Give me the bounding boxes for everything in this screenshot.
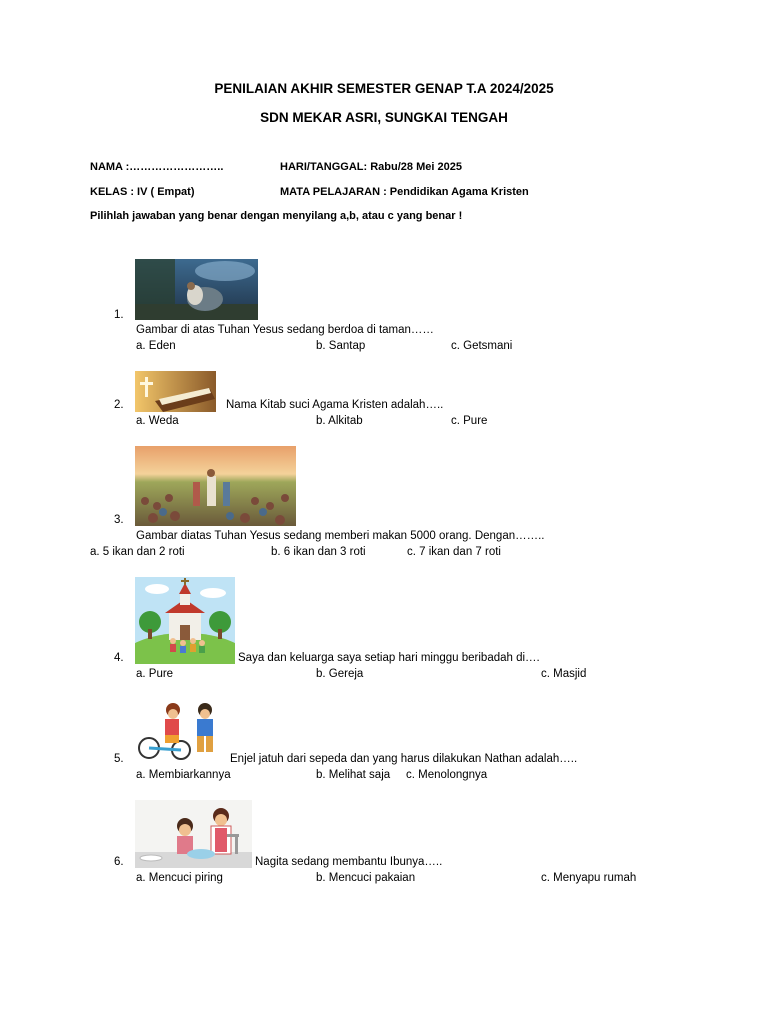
option-c[interactable]: c. Pure <box>451 415 488 427</box>
family-church-image <box>135 577 235 664</box>
question-text: Gambar diatas Tuhan Yesus sedang memberi makan 5000 orang. Dengan…….. <box>136 530 545 542</box>
jesus-praying-garden-image <box>135 259 258 320</box>
option-b[interactable]: b. Gereja <box>316 668 364 680</box>
question-text: Gambar di atas Tuhan Yesus sedang berdoa di taman…… <box>136 324 434 336</box>
school-name: SDN MEKAR ASRI, SUNGKAI TENGAH <box>260 110 508 125</box>
option-a[interactable]: a. Eden <box>136 340 176 352</box>
option-a[interactable]: a. Weda <box>136 415 179 427</box>
option-b[interactable]: b. Alkitab <box>316 415 363 427</box>
option-b[interactable]: b. Melihat saja <box>316 769 391 781</box>
question-text: Nagita sedang membantu Ibunya….. <box>255 856 443 868</box>
question-text: Saya dan keluarga saya setiap hari minggu beribadah di…. <box>238 652 540 664</box>
class-field: KELAS : IV ( Empat) <box>90 186 195 198</box>
bible-with-cross-image <box>135 371 216 412</box>
exam-title: PENILAIAN AKHIR SEMESTER GENAP T.A 2024/2025 <box>214 81 554 96</box>
option-b[interactable]: b. Santap <box>316 340 366 352</box>
option-a[interactable]: a. 5 ikan dan 2 roti <box>90 546 185 558</box>
option-c[interactable]: c. Menolongnya <box>406 769 488 781</box>
question-number: 1. <box>114 309 124 321</box>
option-c[interactable]: c. Masjid <box>541 668 587 680</box>
option-a[interactable]: a. Pure <box>136 668 174 680</box>
girl-washing-dishes-image <box>135 800 252 868</box>
option-a[interactable]: a. Mencuci piring <box>136 872 223 884</box>
question-number: 2. <box>114 399 124 411</box>
option-b[interactable]: b. Mencuci pakaian <box>316 872 416 884</box>
question-number: 5. <box>114 753 124 765</box>
option-c[interactable]: c. Getsmani <box>451 340 513 352</box>
option-c[interactable]: c. 7 ikan dan 7 roti <box>407 546 501 558</box>
option-a[interactable]: a. Membiarkannya <box>136 769 231 781</box>
instruction: Pilihlah jawaban yang benar dengan menyilang a,b, atau c yang benar ! <box>90 210 463 222</box>
name-field: NAMA :…………………….. <box>90 161 224 173</box>
question-text: Enjel jatuh dari sepeda dan yang harus dilakukan Nathan adalah….. <box>230 753 578 765</box>
date-field: HARI/TANGGAL: Rabu/28 Mei 2025 <box>280 161 462 173</box>
option-b[interactable]: b. 6 ikan dan 3 roti <box>271 546 366 558</box>
children-bicycle-image <box>135 698 229 761</box>
question-number: 4. <box>114 652 124 664</box>
option-c[interactable]: c. Menyapu rumah <box>541 872 637 884</box>
subject-field: MATA PELAJARAN : Pendidikan Agama Kristen <box>280 186 529 198</box>
question-number: 3. <box>114 514 124 526</box>
question-number: 6. <box>114 856 124 868</box>
question-text: Nama Kitab suci Agama Kristen adalah….. <box>226 399 444 411</box>
feeding-5000-image <box>135 446 296 526</box>
